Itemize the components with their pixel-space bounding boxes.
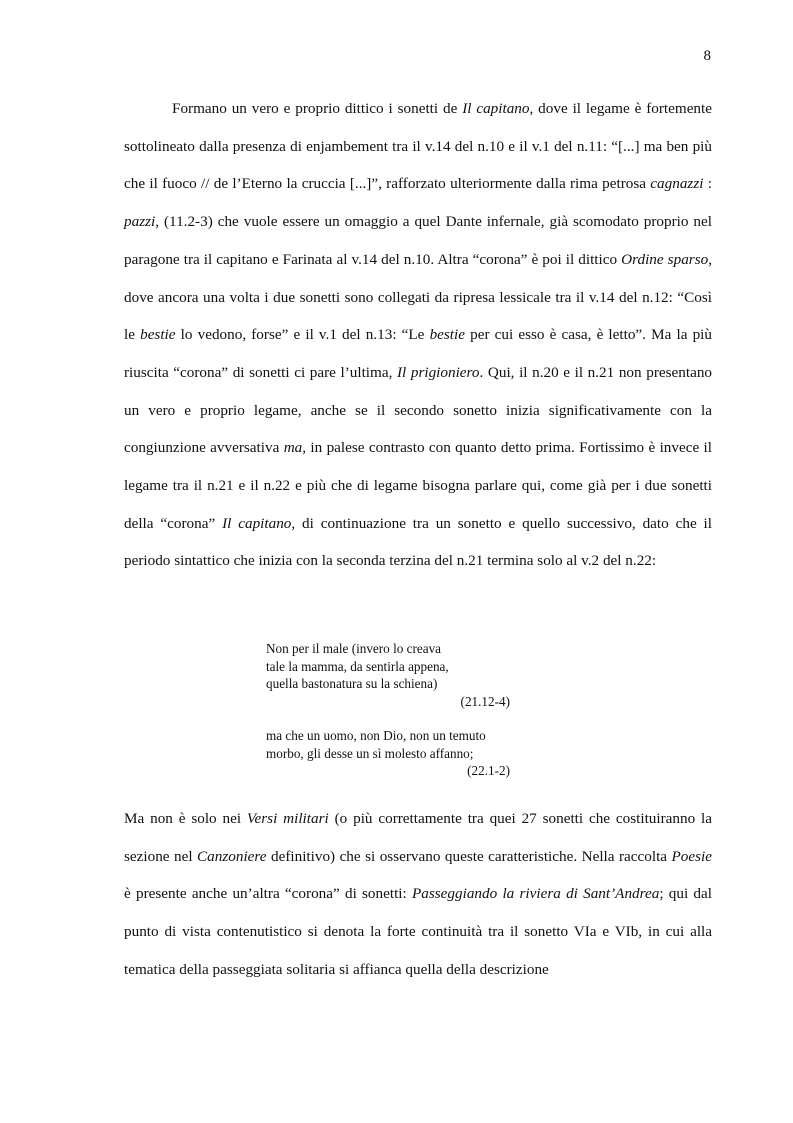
- paragraph: [124, 90, 712, 580]
- quote-line: tale la mamma, da sentirla appena,: [266, 658, 449, 674]
- quote-reference: (22.1-2): [467, 763, 510, 779]
- text-run: , in palese contrasto con quanto detto prima. Fortissimo è invece il legame tra il n.21 e il n.22 e più che di legame bisogna parlare qui, come già per i due sonetti della “corona”: [124, 439, 712, 532]
- italic-run: Poesie: [671, 847, 712, 865]
- text-run: lo vedono, forse” e il v.1 del n.13: “Le: [175, 326, 430, 344]
- text-run: è presente anche un’altra “corona” di sonetti:: [124, 885, 412, 903]
- text-run: Ma non è solo nei: [124, 810, 247, 827]
- italic-run: Il capitano: [462, 100, 530, 117]
- italic-run: pazzi: [124, 213, 156, 231]
- italic-run: Ordine sparso: [621, 250, 709, 268]
- italic-run: Il capitano: [222, 514, 292, 532]
- text-run: , di continuazione tra un sonetto e quello successivo, dato che il periodo sintattico che inizia con la seconda terzina del n.21 termina solo al v.2 del n.22:: [124, 514, 712, 570]
- italic-run: bestie: [140, 326, 176, 344]
- paragraph: [124, 800, 712, 989]
- quote-reference: (21.12-4): [460, 693, 510, 709]
- text-run: Formano un vero e proprio dittico i sonetti de: [172, 100, 463, 117]
- block-quote: [266, 727, 516, 780]
- italic-run: bestie: [429, 326, 465, 344]
- quote-line: quella bastonatura su la schiena): [266, 676, 438, 692]
- page-number: 8: [703, 48, 711, 64]
- text-run: definitivo) che si osservano queste caratteristiche. Nella raccolta: [266, 847, 672, 865]
- italic-run: cagnazzi: [650, 175, 704, 193]
- italic-run: Il prigioniero: [396, 363, 480, 381]
- text-run: (o più correttamente tra quei 27 sonetti che costituiranno la sezione nel: [124, 810, 713, 865]
- italic-run: Passeggiando la riviera di Sant’Andrea: [411, 885, 660, 903]
- quote-line: ma che un uomo, non Dio, non un temuto: [266, 728, 486, 743]
- text-run: , dove ancora una volta i due sonetti sono collegati da ripresa lessicale tra il v.14 del n.12: “Così le: [124, 250, 712, 344]
- block-quote: [266, 640, 516, 710]
- quote-line: morbo, gli desse un sì molesto affanno;: [266, 745, 474, 761]
- text-run: per cui esso è casa, è letto”. Ma la più riuscita “corona” di sonetti ci pare l’ultima,: [124, 326, 712, 381]
- italic-run: Canzoniere: [197, 847, 267, 865]
- text-run: , dove il legame è fortemente sottolineato dalla presenza di enjambement tra il v.14 del n.10 e il v.1 del n.11: “[...] ma ben più che il fuoco // de l’Eterno la cruccia [...]”, rafforzato ulteriormente dalla rima petrosa: [124, 100, 712, 193]
- text-run: . Qui, il n.20 e il n.21 non presentano un vero e proprio legame, anche se il secondo sonetto inizia significativamente con la congiunzione avversativa: [124, 363, 713, 457]
- body-text: [124, 800, 712, 989]
- quote-line: Non per il male (invero lo creava: [266, 641, 442, 656]
- text-run: :: [703, 175, 712, 193]
- text-run: , (11.2-3) che vuole essere un omaggio a quel Dante infernale, già scomodato proprio nel paragone tra il capitano e Farinata al v.14 del n.10. Altra “corona” è poi il dittico: [124, 213, 712, 268]
- italic-run: ma: [283, 439, 303, 457]
- italic-run: Versi militari: [246, 810, 329, 827]
- text-run: ; qui dal punto di vista contenutistico si denota la forte continuità tra il sonetto VIa e VIb, in cui alla tematica della passeggiata solitaria si affianca quella della descrizione: [124, 885, 712, 978]
- body-text: [124, 90, 712, 580]
